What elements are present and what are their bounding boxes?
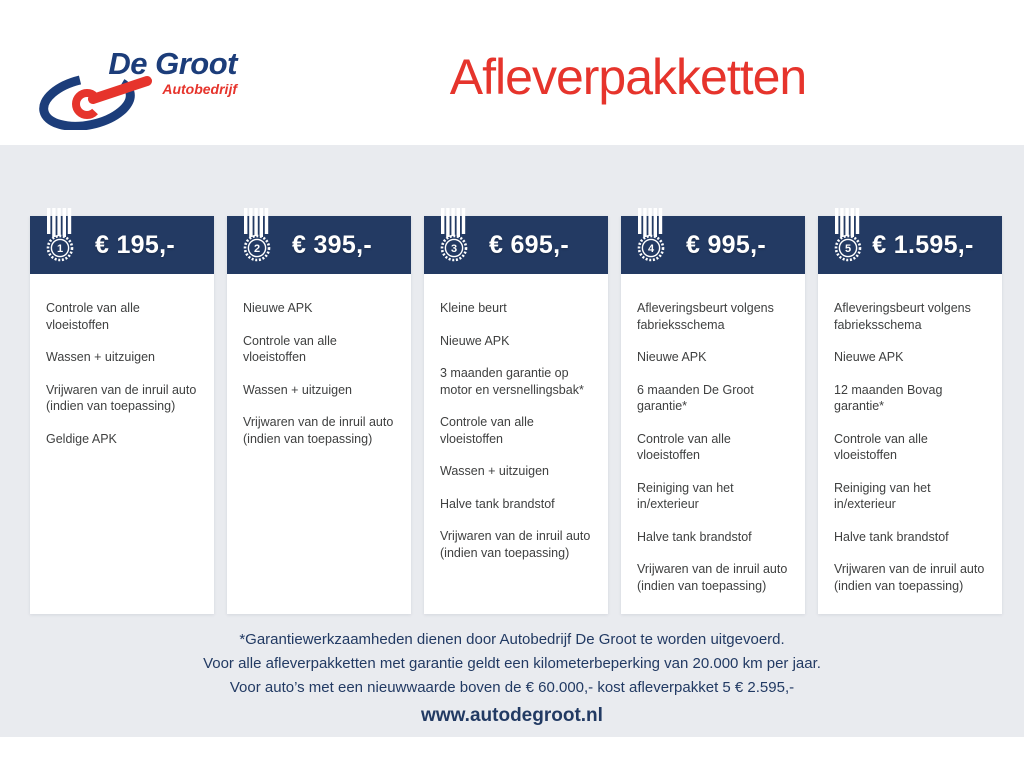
- package-header: [30, 216, 214, 274]
- feature-item: Afleveringsbeurt volgens fabrieksschema: [834, 301, 971, 332]
- company-logo: [35, 48, 237, 132]
- feature-list: [424, 274, 608, 577]
- medal-number: 2: [253, 243, 261, 255]
- feature-item: Vrijwaren van de inruil auto (indien van toepassing): [46, 382, 197, 413]
- package-price: € 995,-: [686, 230, 766, 259]
- package-card: [818, 216, 1002, 614]
- feature-item: Kleine beurt: [440, 301, 507, 315]
- logo-text: [108, 48, 237, 96]
- feature-item: Wassen + uitzuigen: [46, 350, 155, 364]
- feature-item: Controle van alle vloeistoffen: [243, 333, 337, 364]
- medal-icon: [634, 208, 668, 270]
- package-price: € 395,-: [292, 230, 372, 259]
- feature-item: 12 maanden Bovag garantie*: [834, 382, 943, 413]
- package-card: [621, 216, 805, 614]
- feature-item: Vrijwaren van de inruil auto (indien van toepassing): [834, 562, 985, 593]
- medal-icon: [831, 208, 865, 270]
- feature-item: Controle van alle vloeistoffen: [637, 431, 731, 462]
- feature-list: [818, 274, 1002, 610]
- package-price: € 195,-: [95, 230, 175, 259]
- feature-item: 3 maanden garantie op motor en versnellingsbak*: [440, 366, 584, 397]
- feature-item: Controle van alle vloeistoffen: [46, 301, 140, 332]
- disclaimer-line: *Garantiewerkzaamheden dienen door Autobedrijf De Groot te worden uitgevoerd.: [239, 631, 785, 648]
- package-price: € 1.595,-: [872, 230, 974, 259]
- feature-item: Halve tank brandstof: [440, 496, 555, 511]
- package-header: [424, 216, 608, 274]
- feature-item: Geldige APK: [46, 431, 117, 446]
- feature-list: [227, 274, 411, 463]
- disclaimer-line: Voor auto’s met een nieuwwaarde boven de € 60.000,- kost afleverpakket 5 € 2.595,-: [229, 679, 795, 696]
- package-header: [621, 216, 805, 274]
- medal-number: 5: [844, 243, 852, 255]
- page-header: [0, 0, 1024, 145]
- feature-item: Wassen + uitzuigen: [440, 464, 549, 478]
- disclaimer-line: Voor alle afleverpakketten met garantie geldt een kilometerbeperking van 20.000 km per jaar.: [203, 655, 821, 672]
- disclaimer-notes: [0, 628, 1024, 700]
- feature-item: Reiniging van het in/exterieur: [834, 480, 931, 511]
- feature-item: Wassen + uitzuigen: [243, 382, 352, 397]
- feature-item: Nieuwe APK: [243, 301, 313, 315]
- page-title: Afleverpakketten: [449, 49, 807, 105]
- content-band: [0, 145, 1024, 737]
- feature-item: Nieuwe APK: [834, 350, 904, 364]
- package-header: [227, 216, 411, 274]
- feature-item: Halve tank brandstof: [834, 529, 949, 544]
- feature-item: Vrijwaren van de inruil auto (indien van toepassing): [637, 562, 788, 593]
- feature-list: [30, 274, 214, 463]
- feature-item: Reiniging van het in/exterieur: [637, 480, 734, 511]
- medal-number: 4: [647, 243, 655, 255]
- feature-item: 6 maanden De Groot garantie*: [637, 382, 754, 413]
- package-header: [818, 216, 1002, 274]
- website-link[interactable]: www.autodegroot.nl: [421, 705, 603, 726]
- logo-company-name: De Groot: [108, 46, 237, 81]
- feature-item: Controle van alle vloeistoffen: [440, 415, 534, 446]
- feature-item: Controle van alle vloeistoffen: [834, 431, 928, 462]
- medal-number: 1: [56, 243, 64, 255]
- medal-icon: [43, 208, 77, 270]
- package-cards-row: [30, 216, 1002, 614]
- feature-item: Vrijwaren van de inruil auto (indien van toepassing): [440, 529, 591, 560]
- package-card: [30, 216, 214, 614]
- feature-item: Nieuwe APK: [440, 333, 510, 348]
- package-price: € 695,-: [489, 230, 569, 259]
- medal-number: 3: [450, 243, 458, 255]
- medal-icon: [437, 208, 471, 270]
- logo-company-subtitle: Autobedrijf: [162, 81, 237, 97]
- medal-icon: [240, 208, 274, 270]
- package-card: [424, 216, 608, 614]
- feature-item: Nieuwe APK: [637, 350, 707, 364]
- feature-item: Afleveringsbeurt volgens fabrieksschema: [637, 301, 774, 332]
- feature-list: [621, 274, 805, 610]
- feature-item: Halve tank brandstof: [637, 529, 752, 544]
- package-card: [227, 216, 411, 614]
- feature-item: Vrijwaren van de inruil auto (indien van toepassing): [243, 415, 394, 446]
